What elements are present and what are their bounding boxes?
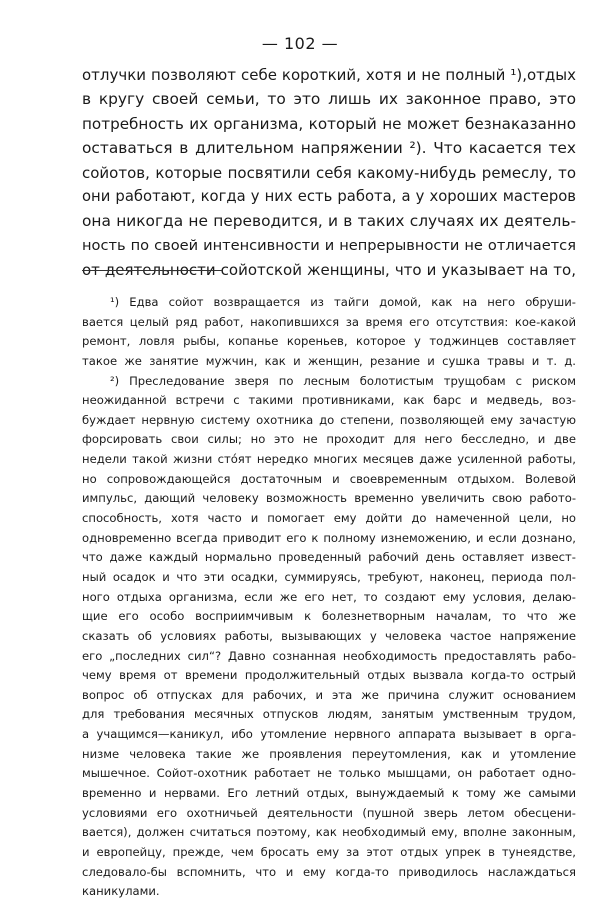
footnote-line: а учащимся—каникул, ибо утомление нервного аппарата вызывает в орга- (82, 727, 576, 742)
footnote-line: ный осадок и что эти осадки, суммируясь, требуют, наконец, периода пол- (82, 569, 576, 584)
footnote-marker: ¹) (110, 295, 120, 309)
main-line: отлучки позволяют себе короткий, хотя и не полный ¹),отдых (82, 66, 576, 84)
footnote-marker: ²) (110, 373, 120, 388)
footnote-line: низме человека такие же проявления переутомления, как и утомление (82, 746, 576, 761)
footnote-line: ного отдыха организма, если же его нет, то создают ему условия, делаю- (82, 589, 576, 604)
footnote-line: одновременно всегда приводит его к полному изнеможению, и если дознано, (82, 530, 576, 545)
footnote-line: неожиданной встречи с такими противниками, как барс и медведь, воз- (82, 393, 576, 408)
footnote-line: его „последних сил“? Давно сознанная необходимость предоставлять рабо- (82, 648, 576, 663)
main-text (82, 63, 576, 283)
footnote-line: недели такой жизни стóят нередко многих месяцев даже усиленной работы, (82, 452, 576, 467)
footnote-line: что даже каждый нормально проведенный рабочий день оставляет извест- (82, 550, 576, 565)
main-line: ность по своей интенсивности и непрерывности не отличается (82, 236, 576, 254)
footnote-line: буждает нервную систему охотника до степени, позволяющей ему зачастую (82, 412, 576, 427)
footnote-line: временно и нервами. Его летний отдых, вынуждаемый к тому же самыми (82, 786, 576, 801)
footnote-line: но сопровождающейся достаточным и своевременным отдыхом. Волевой (82, 471, 576, 486)
footnote-line: вопрос об отпусках для рабочих, и эта же причина служит основанием (82, 687, 576, 702)
main-line: оставаться в длительном напряжении ²). Что касается тех (82, 139, 576, 158)
footnote-line: ремонт, ловля рыбы, копанье кореньев, которое у тоджинцев составляет (82, 334, 576, 349)
footnote-line: мышечное. Сойот-охотник работает не только мышцами, он работает одно- (82, 766, 576, 781)
main-line: они работают, когда у них есть работа, а у хороших мастеров (82, 187, 576, 205)
page-number: — 102 — (261, 34, 339, 53)
main-line: она никогда не переводится, и в таких случаях их деятель- (82, 212, 576, 231)
footnote-line: вается), должен считаться поэтому, как необходимый ему, вполне законным, (82, 825, 576, 840)
footnote-line: такое же занятие мужчин, как и женщин, резание и сушка травы и т. д. (82, 353, 576, 368)
footnote-line: способность, хотя часто и помогает ему дойти до намеченной цели, но (82, 511, 576, 526)
footnote-line (82, 293, 576, 313)
footnote-text: Едва сойот возвращается из тайги домой, как на него обруши- (129, 295, 576, 309)
footnote-line (82, 372, 576, 392)
footnote-line: и европейцу, прежде, чем бросать ему за этот отдых упрек в тунеядстве, (82, 844, 576, 859)
footnotes (82, 293, 576, 902)
footnote-line: щие его особо восприимчивым к болезнетворным началам, то что же (82, 609, 576, 624)
footnote-line: условиями его охотничьей деятельности (пушной зверь летом обесцени- (82, 805, 576, 820)
footnote-line: импульс, дающий человеку возможность временно увеличить свою работо- (82, 491, 576, 506)
footnote-2 (82, 372, 576, 902)
footnote-1 (82, 293, 576, 372)
main-line: сойотов, которые посвятили себя какому-нибудь ремеслу, то (82, 163, 576, 182)
footnote-line: вается целый ряд работ, накопившихся за время его отсутствия: кое-какой (82, 314, 576, 329)
footnote-text: Преследование зверя по лесным болотистым трущобам с риском (129, 373, 576, 388)
footnote-line: для требования месячных отпусков людям, занятым умственным трудом, (82, 707, 576, 722)
main-line: от деятельности сойотской женщины, что и указывает на то, (82, 261, 576, 280)
footnote-line: сказать об условиях работы, вызывающих у человека частое напряжение (82, 628, 576, 643)
main-line: потребность их организма, который не может безнаказанно (82, 114, 576, 133)
footnote-line: форсировать свои силы; но это не проходит для него бесследно, и две (82, 432, 576, 447)
footnote-line: следовало-бы вспомнить, что и ему когда-то приводилось наслаждаться (82, 864, 576, 879)
footnote-line: чему время от времени продолжительный отдых вызвала когда-то острый (82, 668, 576, 683)
main-line: в кругу своей семьи, то это лишь их законное право, это (82, 90, 576, 109)
footnote-line: каникулами. (82, 884, 160, 899)
footnote-divider (82, 270, 222, 271)
